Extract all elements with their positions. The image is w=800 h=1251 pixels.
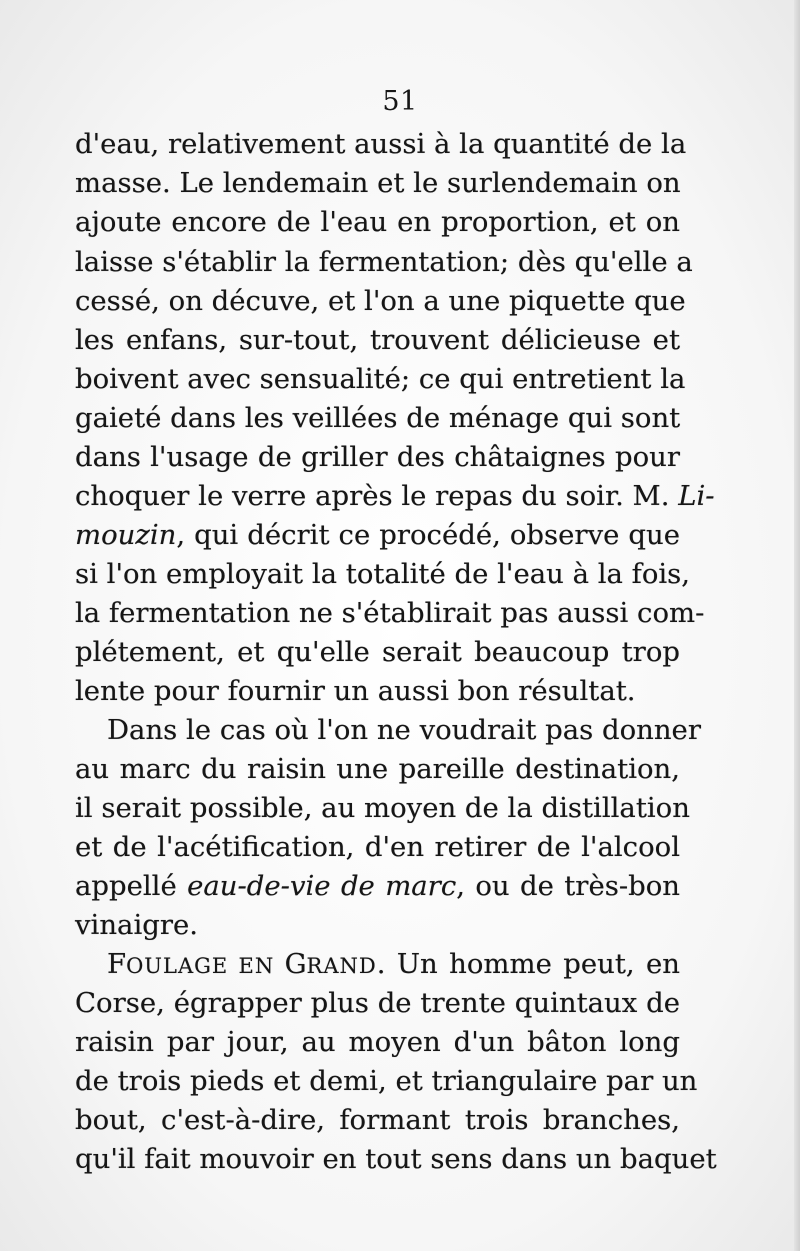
author-name-italic: mouzin [75,519,177,551]
heading-smallcaps: EN [228,954,285,978]
heading-smallcaps: G [284,948,307,980]
heading-smallcaps: F [107,948,127,980]
text-line: raisin par jour, au moyen d'un bâton long [75,1026,680,1058]
text-line: de trois pieds et demi, et triangulaire par un [75,1065,698,1097]
text-line: qu'il fait mouvoir en tout sens dans un baquet [75,1143,717,1175]
line-text: . Un homme peut, en [376,948,680,980]
text-line: vinaigre. [75,909,198,941]
text-line: laisse s'établir la fermentation; dès qu'elle a [75,246,693,278]
text-line [75,866,680,906]
text-line: dans l'usage de griller des châtaignes pour [75,441,680,473]
text-line: bout, c'est-à-dire, formant trois branches, [75,1104,680,1136]
line-text: choquer le verre après le repas du soir. M. [75,480,679,512]
heading-smallcaps: RAND [306,954,377,978]
text-line: ajoute encore de l'eau en proportion, et on [75,206,680,238]
author-name-italic: Li- [678,480,715,512]
line-text: appellé [75,870,188,902]
text-line: d'eau, relativement aussi à la quantité de la [75,128,687,160]
text-line: Dans le cas où l'on ne voudrait pas donner [107,714,701,746]
section-heading-line [75,944,680,984]
text-line: plétement, et qu'elle serait beaucoup trop [75,636,680,668]
text-line [75,515,680,555]
text-line: lente pour fournir un aussi bon résultat. [75,675,636,707]
text-line: cessé, on décuve, et l'on a une piquette que [75,285,686,317]
text-line: et de l'acétification, d'en retirer de l'alcool [75,831,680,863]
text-line: si l'on employait la totalité de l'eau à la fois, [75,558,691,590]
line-text: , qui décrit ce procédé, observe que [176,519,680,551]
text-line: boivent avec sensualité; ce qui entretient la [75,363,686,395]
term-italic: eau-de-vie de marc [187,870,457,902]
page-edge [794,0,800,1251]
text-line [75,476,715,516]
text-line: masse. Le lendemain et le surlendemain on [75,167,681,199]
line-text: , ou de très-bon [456,870,680,902]
text-line: Corse, égrapper plus de trente quintaux de [75,987,680,1019]
text-line: les enfans, sur-tout, trouvent délicieuse et [75,324,680,356]
text-line: il serait possible, au moyen de la distillation [75,792,690,824]
text-line: au marc du raisin une pareille destination, [75,753,680,785]
heading-smallcaps: OULAGE [126,954,229,978]
text-line: gaieté dans les veillées de ménage qui sont [75,402,681,434]
page-number: 51 [382,86,418,117]
text-line: la fermentation ne s'établirait pas aussi com- [75,597,705,629]
